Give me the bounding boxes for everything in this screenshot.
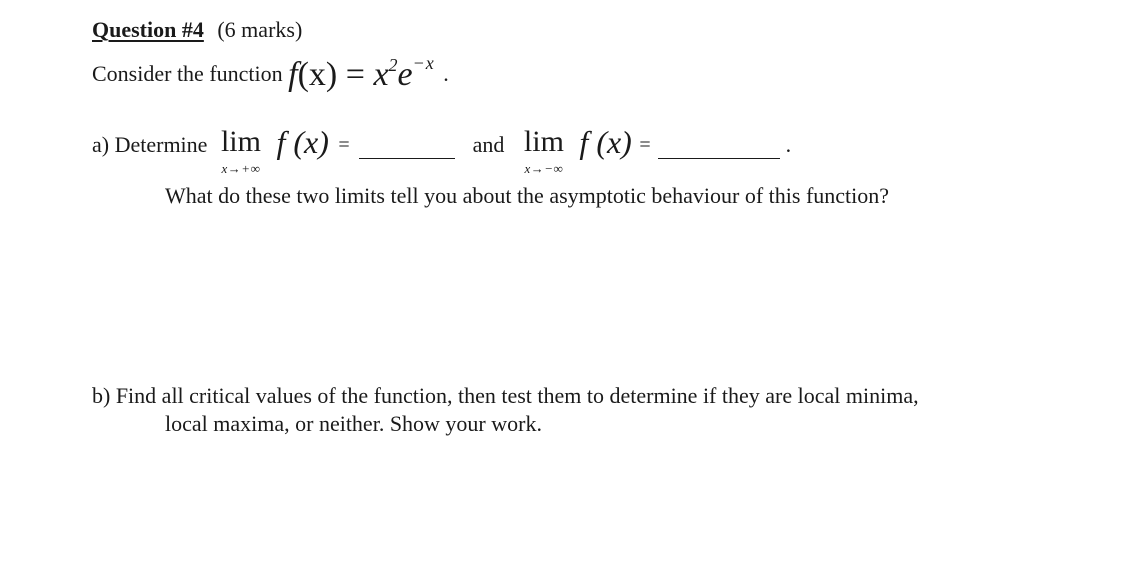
limit-equals-2: = — [639, 134, 651, 156]
end-period: . — [785, 132, 792, 157]
limit-minus-infinity — [524, 125, 564, 177]
lim-word: lim — [523, 125, 564, 158]
lim-subscript-minus: x→−∞ — [524, 161, 564, 176]
formula-e: e — [397, 56, 413, 93]
limit-function-2: f (x) — [579, 124, 632, 160]
function-argument: (x) — [297, 56, 338, 93]
function-formula — [288, 53, 443, 93]
answer-blank-plus[interactable] — [359, 125, 455, 159]
formula-exponent-2: 2 — [388, 55, 398, 75]
formula-equals: = — [337, 56, 374, 93]
lim-word: lim — [220, 125, 261, 158]
lim-subscript-plus: x→+∞ — [221, 161, 261, 176]
answer-blank-minus[interactable] — [658, 125, 780, 159]
function-name: f — [288, 56, 298, 93]
limit-plus-infinity — [221, 125, 261, 177]
consider-text: Consider the function — [92, 61, 283, 86]
part-a-question: What do these two limits tell you about the asymptotic behaviour of this function? — [165, 183, 890, 208]
part-a-label: a) Determine — [92, 132, 208, 157]
formula-x: x — [373, 56, 389, 93]
part-a — [92, 125, 791, 185]
question-heading — [92, 17, 302, 43]
question-marks: (6 marks) — [217, 17, 303, 42]
function-statement — [92, 50, 449, 103]
part-b-line2: local maxima, or neither. Show your work. — [165, 411, 542, 436]
formula-period: . — [443, 61, 449, 86]
question-title: Question #4 — [92, 17, 204, 42]
limit-equals-1: = — [338, 134, 350, 156]
and-text: and — [472, 132, 505, 157]
formula-exponent-neg-x: −x — [412, 53, 435, 73]
part-b-line1: b) Find all critical values of the function, then test them to determine if they are local minima, — [92, 383, 919, 408]
limit-function-1: f (x) — [276, 124, 329, 160]
